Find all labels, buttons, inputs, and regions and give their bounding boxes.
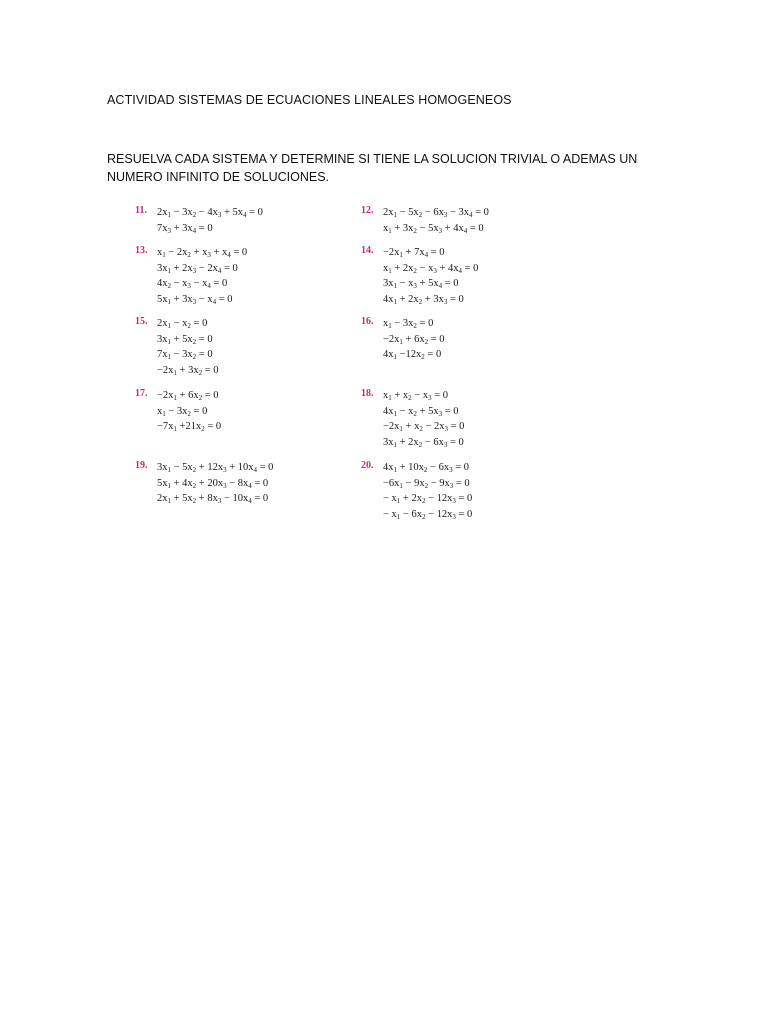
equation: $-2x_1 + 7x_4 = 0$ [383, 247, 445, 259]
equation: $5x_1 + 4x_2 + 20x_3 - 8x_4 = 0$ [157, 477, 269, 490]
equation: $2x_1 - 3x_2 - 4x_3 + 5x_4 = 0$ [157, 207, 263, 219]
equation: − $x_1 + 2x_2 - 12x_3 = 0$ [383, 493, 473, 505]
page-title: ACTIVIDAD SISTEMAS DE ECUACIONES LINEALES HOMOGENEOS [107, 93, 512, 107]
equation: $7x_1 - 3x_2 = 0$ [157, 349, 213, 361]
equation: $3x_1 + 5x_2 = 0$ [157, 333, 213, 346]
equation: $x_1 - 3x_2 = 0$ [383, 318, 434, 330]
equation: $4x_1 -12x_2 = 0$ [383, 349, 442, 361]
equation: $-2x_1 + x_2 - 2x_3 = 0$ [383, 421, 465, 433]
equation: $3x_1 - x_3 + 5x_4 = 0$ [383, 278, 459, 290]
problem-number: 12. [361, 205, 374, 216]
problem-number: 14. [361, 245, 374, 256]
equation: $-7x_1 +21x_2 = 0$ [157, 421, 222, 433]
problem-number: 18. [361, 388, 374, 399]
equation: $3x_1 - 5x_2 + 12x_3 + 10x_4 = 0$ [157, 462, 274, 474]
equation: $5x_1 + 3x_3 - x_4 = 0$ [157, 293, 233, 306]
problem-number: 11. [135, 205, 147, 216]
equation: $4x_1 + 2x_2 + 3x_3 = 0$ [383, 293, 464, 306]
problem-number: 16. [361, 316, 374, 327]
instructions: RESUELVA CADA SISTEMA Y DETERMINE SI TIENE LA SOLUCION TRIVIAL O ADEMAS UN NUMERO INFINITO DE SOLUCIONES. [107, 152, 638, 184]
equation: $-2x_1 + 3x_2 = 0$ [157, 364, 219, 377]
equation: $2x_1 + 5x_2 + 8x_3 - 10x_4 = 0$ [157, 493, 269, 505]
problem-number: 13. [135, 245, 148, 256]
equation: $x_1 + 3x_2 - 5x_3 + 4x_4 = 0$ [383, 222, 484, 235]
equation: $x_1 + 2x_2 - x_3 + 4x_4 = 0$ [383, 262, 479, 275]
equation: − $x_1 - 6x_2 - 12x_3 = 0$ [383, 508, 473, 521]
equation: $4x_2 - x_3 - x_4 = 0$ [157, 278, 228, 290]
equation: $4x_1 + 10x_2 - 6x_3 = 0$ [383, 462, 470, 474]
equation: $4x_1 - x_2 + 5x_3 = 0$ [383, 405, 459, 418]
problem-number: 19. [135, 460, 148, 471]
equation: $-2x_1 + 6x_2 = 0$ [157, 390, 219, 402]
problem-number: 15. [135, 316, 148, 327]
equation: $3x_1 + 2x_2 - 6x_3 = 0$ [383, 436, 464, 449]
problem-number: 20. [361, 460, 374, 471]
equation: $2x_1 - x_2 = 0$ [157, 318, 208, 330]
equation: $-2x_1 + 6x_2 = 0$ [383, 333, 445, 346]
equation: $x_1 - 3x_2 = 0$ [157, 405, 208, 418]
problem-number: 17. [135, 388, 148, 399]
equation: $-6x_1 - 9x_2 - 9x_3 = 0$ [383, 477, 470, 490]
equation: $x_1 - 2x_2 + x_3 + x_4 = 0$ [157, 247, 248, 259]
equation: $7x_3 + 3x_4 = 0$ [157, 222, 213, 235]
equation: $x_1 + x_2 - x_3 = 0$ [383, 390, 449, 402]
equation: $3x_1 + 2x_3 - 2x_4 = 0$ [157, 262, 238, 275]
equation: $2x_1 - 5x_2 - 6x_3 - 3x_4 = 0$ [383, 207, 489, 219]
